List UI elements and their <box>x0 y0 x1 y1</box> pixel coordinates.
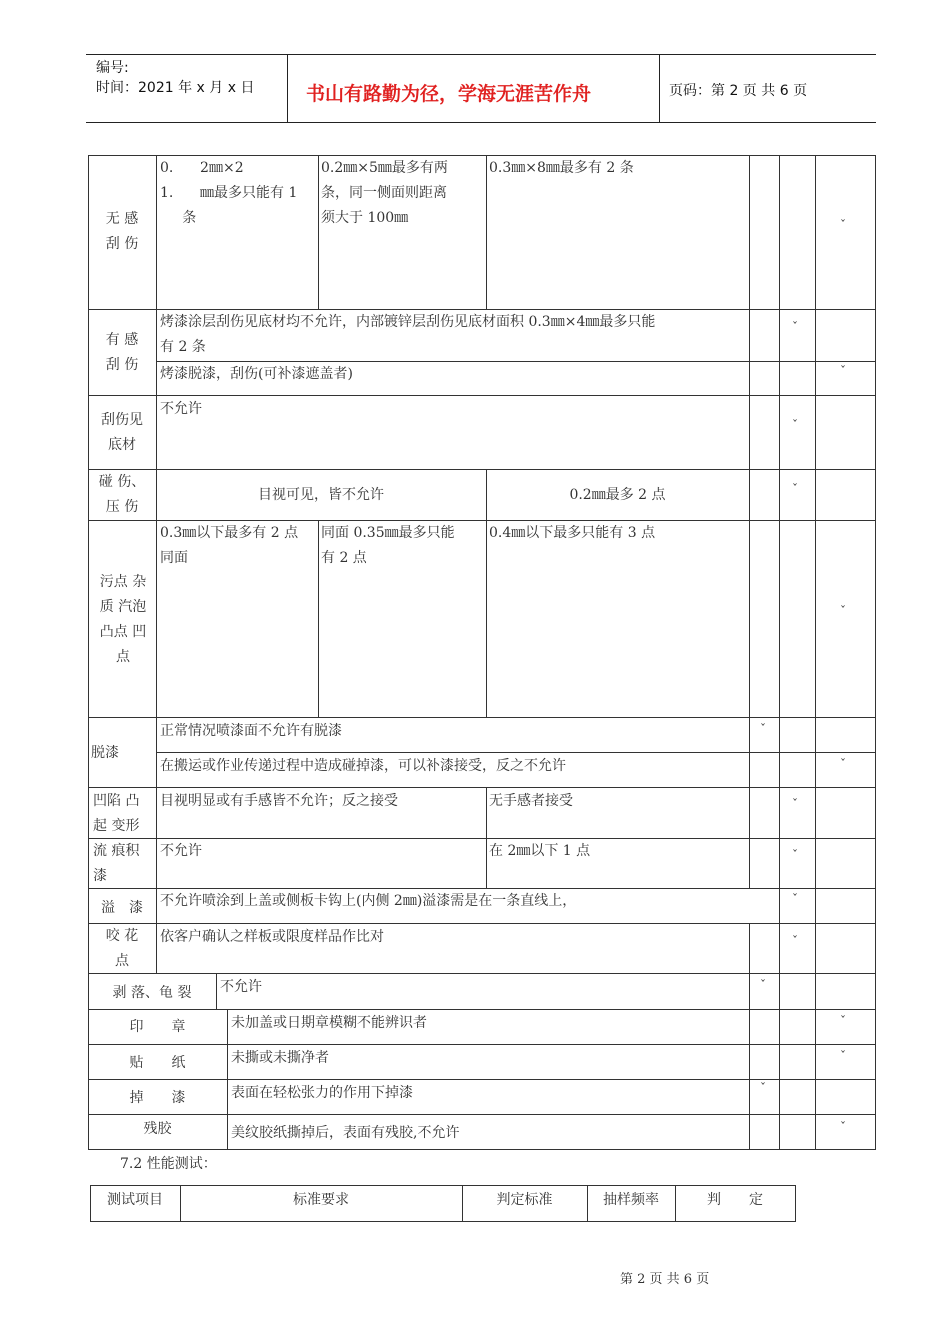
check-mark: ˇ <box>792 797 798 811</box>
row-label-residual-glue: 残胶 <box>143 1121 172 1137</box>
footer-page-number: 第 2 页 共 6 页 <box>620 1272 710 1287</box>
row-label-paint-overflow: 溢 漆 <box>101 900 143 916</box>
cell-scratch-substrate: 不允许 <box>160 401 202 417</box>
check-mark: ˇ <box>760 978 766 992</box>
cell-stamp: 未加盖或日期章模糊不能辨识者 <box>231 1015 427 1031</box>
cell-paint-loss: 表面在轻松张力的作用下掉漆 <box>231 1085 413 1101</box>
header-page-label: 页码：第 2 页 共 6 页 <box>669 83 808 99</box>
cell-paint-peeling-transport: 在搬运或作业传递过程中造成碰掉漆，可以补漆接受，反之不允许 <box>160 758 566 774</box>
cell-paint-peeling-normal: 正常情况喷漆面不允许有脱漆 <box>160 723 342 739</box>
check-mark: ˇ <box>840 1120 846 1134</box>
row-label-paint-peeling: 脱漆 <box>91 745 119 761</box>
header-divider-right <box>659 54 660 123</box>
cell-paint-overflow: 不允许喷涂到上盖或侧板卡钩上(内侧 2㎜)溢漆需是在一条直线上， <box>160 893 577 909</box>
header-motto: 书山有路勤为径，学海无涯苦作舟 <box>306 83 592 105</box>
cell-no-feel-scratch-grade-b: 0.2㎜×5㎜最多有两 条，同一侧面则距离 须大于 100㎜ <box>321 160 448 226</box>
header-top-rule <box>86 54 876 55</box>
cell-dent-bump-limit: 0.2㎜最多 2 点 <box>569 487 666 503</box>
section-title-performance-test: 7.2 性能测试： <box>120 1156 217 1172</box>
check-mark: ˇ <box>840 604 846 618</box>
row-label-peeling-cracking: 剥 落、龟 裂 <box>112 985 192 1001</box>
header-bottom-rule <box>86 122 876 123</box>
check-mark: ˇ <box>792 848 798 862</box>
cell-bite-spots: 依客户确认之样板或限度样品作比对 <box>160 929 384 945</box>
cell-flow-marks-limit: 在 2㎜以下 1 点 <box>489 843 591 859</box>
perf-header-sampling: 抽样频率 <box>603 1192 659 1208</box>
check-mark: ˇ <box>792 934 798 948</box>
check-mark: ˇ <box>792 320 798 334</box>
row-label-feel-scratch: 有 感 刮 伤 <box>105 332 139 373</box>
perf-header-standard: 标准要求 <box>293 1192 349 1208</box>
row-label-scratch-substrate: 刮伤见 底材 <box>101 412 143 453</box>
cell-deformation-visible: 目视明显或有手感皆不允许；反之接受 <box>160 793 398 809</box>
check-mark: ˇ <box>840 1049 846 1063</box>
document-number-label: 编号: <box>96 60 129 76</box>
cell-spots-grade-b: 同面 0.35㎜最多只能 有 2 点 <box>321 525 455 566</box>
row-label-paint-loss: 掉 漆 <box>129 1090 186 1106</box>
row-label-dent-bump: 碰 伤、 压 伤 <box>98 474 146 515</box>
check-mark: ˇ <box>760 1081 766 1095</box>
cell-no-feel-scratch-grade-c: 0.3㎜×8㎜最多有 2 条 <box>489 160 634 176</box>
row-label-deformation: 凹陷 凸 起 变形 <box>93 793 140 834</box>
cell-flow-marks-not-allowed: 不允许 <box>160 843 202 859</box>
row-label-spots-impurities: 污点 杂 质 汽泡 凸点 凹 点 <box>99 574 147 665</box>
cell-deformation-accept: 无手感者接受 <box>489 793 573 809</box>
row-label-bite-spots: 咬 花 点 <box>105 928 139 969</box>
row-label-no-feel-scratch: 无 感 刮 伤 <box>105 211 139 252</box>
perf-header-judgement: 判 定 <box>707 1192 763 1208</box>
check-mark: ˇ <box>840 757 846 771</box>
check-mark: ˇ <box>840 1014 846 1028</box>
cell-dent-bump-visible: 目视可见，皆不允许 <box>258 487 384 503</box>
check-mark: ˇ <box>792 892 798 906</box>
cell-peeling-cracking: 不允许 <box>220 979 262 995</box>
check-mark: ˇ <box>760 722 766 736</box>
cell-no-feel-scratch-grade-a: 0. 2㎜×2 1. ㎜最多只能有 1 条 <box>160 160 298 226</box>
perf-header-criteria: 判定标准 <box>496 1192 553 1208</box>
check-mark: ˇ <box>792 418 798 432</box>
row-label-sticker: 贴 纸 <box>129 1055 186 1071</box>
cell-spots-grade-a: 0.3㎜以下最多有 2 点 同面 <box>160 525 299 566</box>
row-label-flow-marks: 流 痕积 漆 <box>93 843 140 884</box>
cell-feel-scratch-coating: 烤漆涂层刮伤见底材均不允许，内部镀锌层刮伤见底材面积 0.3㎜×4㎜最多只能 有 2 条 <box>160 314 656 355</box>
check-mark: ˇ <box>840 218 846 232</box>
check-mark: ˇ <box>840 364 846 378</box>
cell-sticker: 未撕或未撕净者 <box>231 1050 329 1066</box>
cell-feel-scratch-touchup: 烤漆脱漆，刮伤(可补漆遮盖者) <box>160 366 353 382</box>
cell-spots-grade-c: 0.4㎜以下最多只能有 3 点 <box>489 525 656 541</box>
check-mark: ˇ <box>792 482 798 496</box>
row-label-stamp: 印 章 <box>129 1019 186 1035</box>
perf-header-test-item: 测试项目 <box>107 1192 163 1208</box>
document-time-label: 时间：2021 年 x 月 x 日 <box>96 80 255 96</box>
header-divider-left <box>287 54 288 123</box>
cell-residual-glue: 美纹胶纸撕掉后，表面有残胶,不允许 <box>231 1125 460 1141</box>
